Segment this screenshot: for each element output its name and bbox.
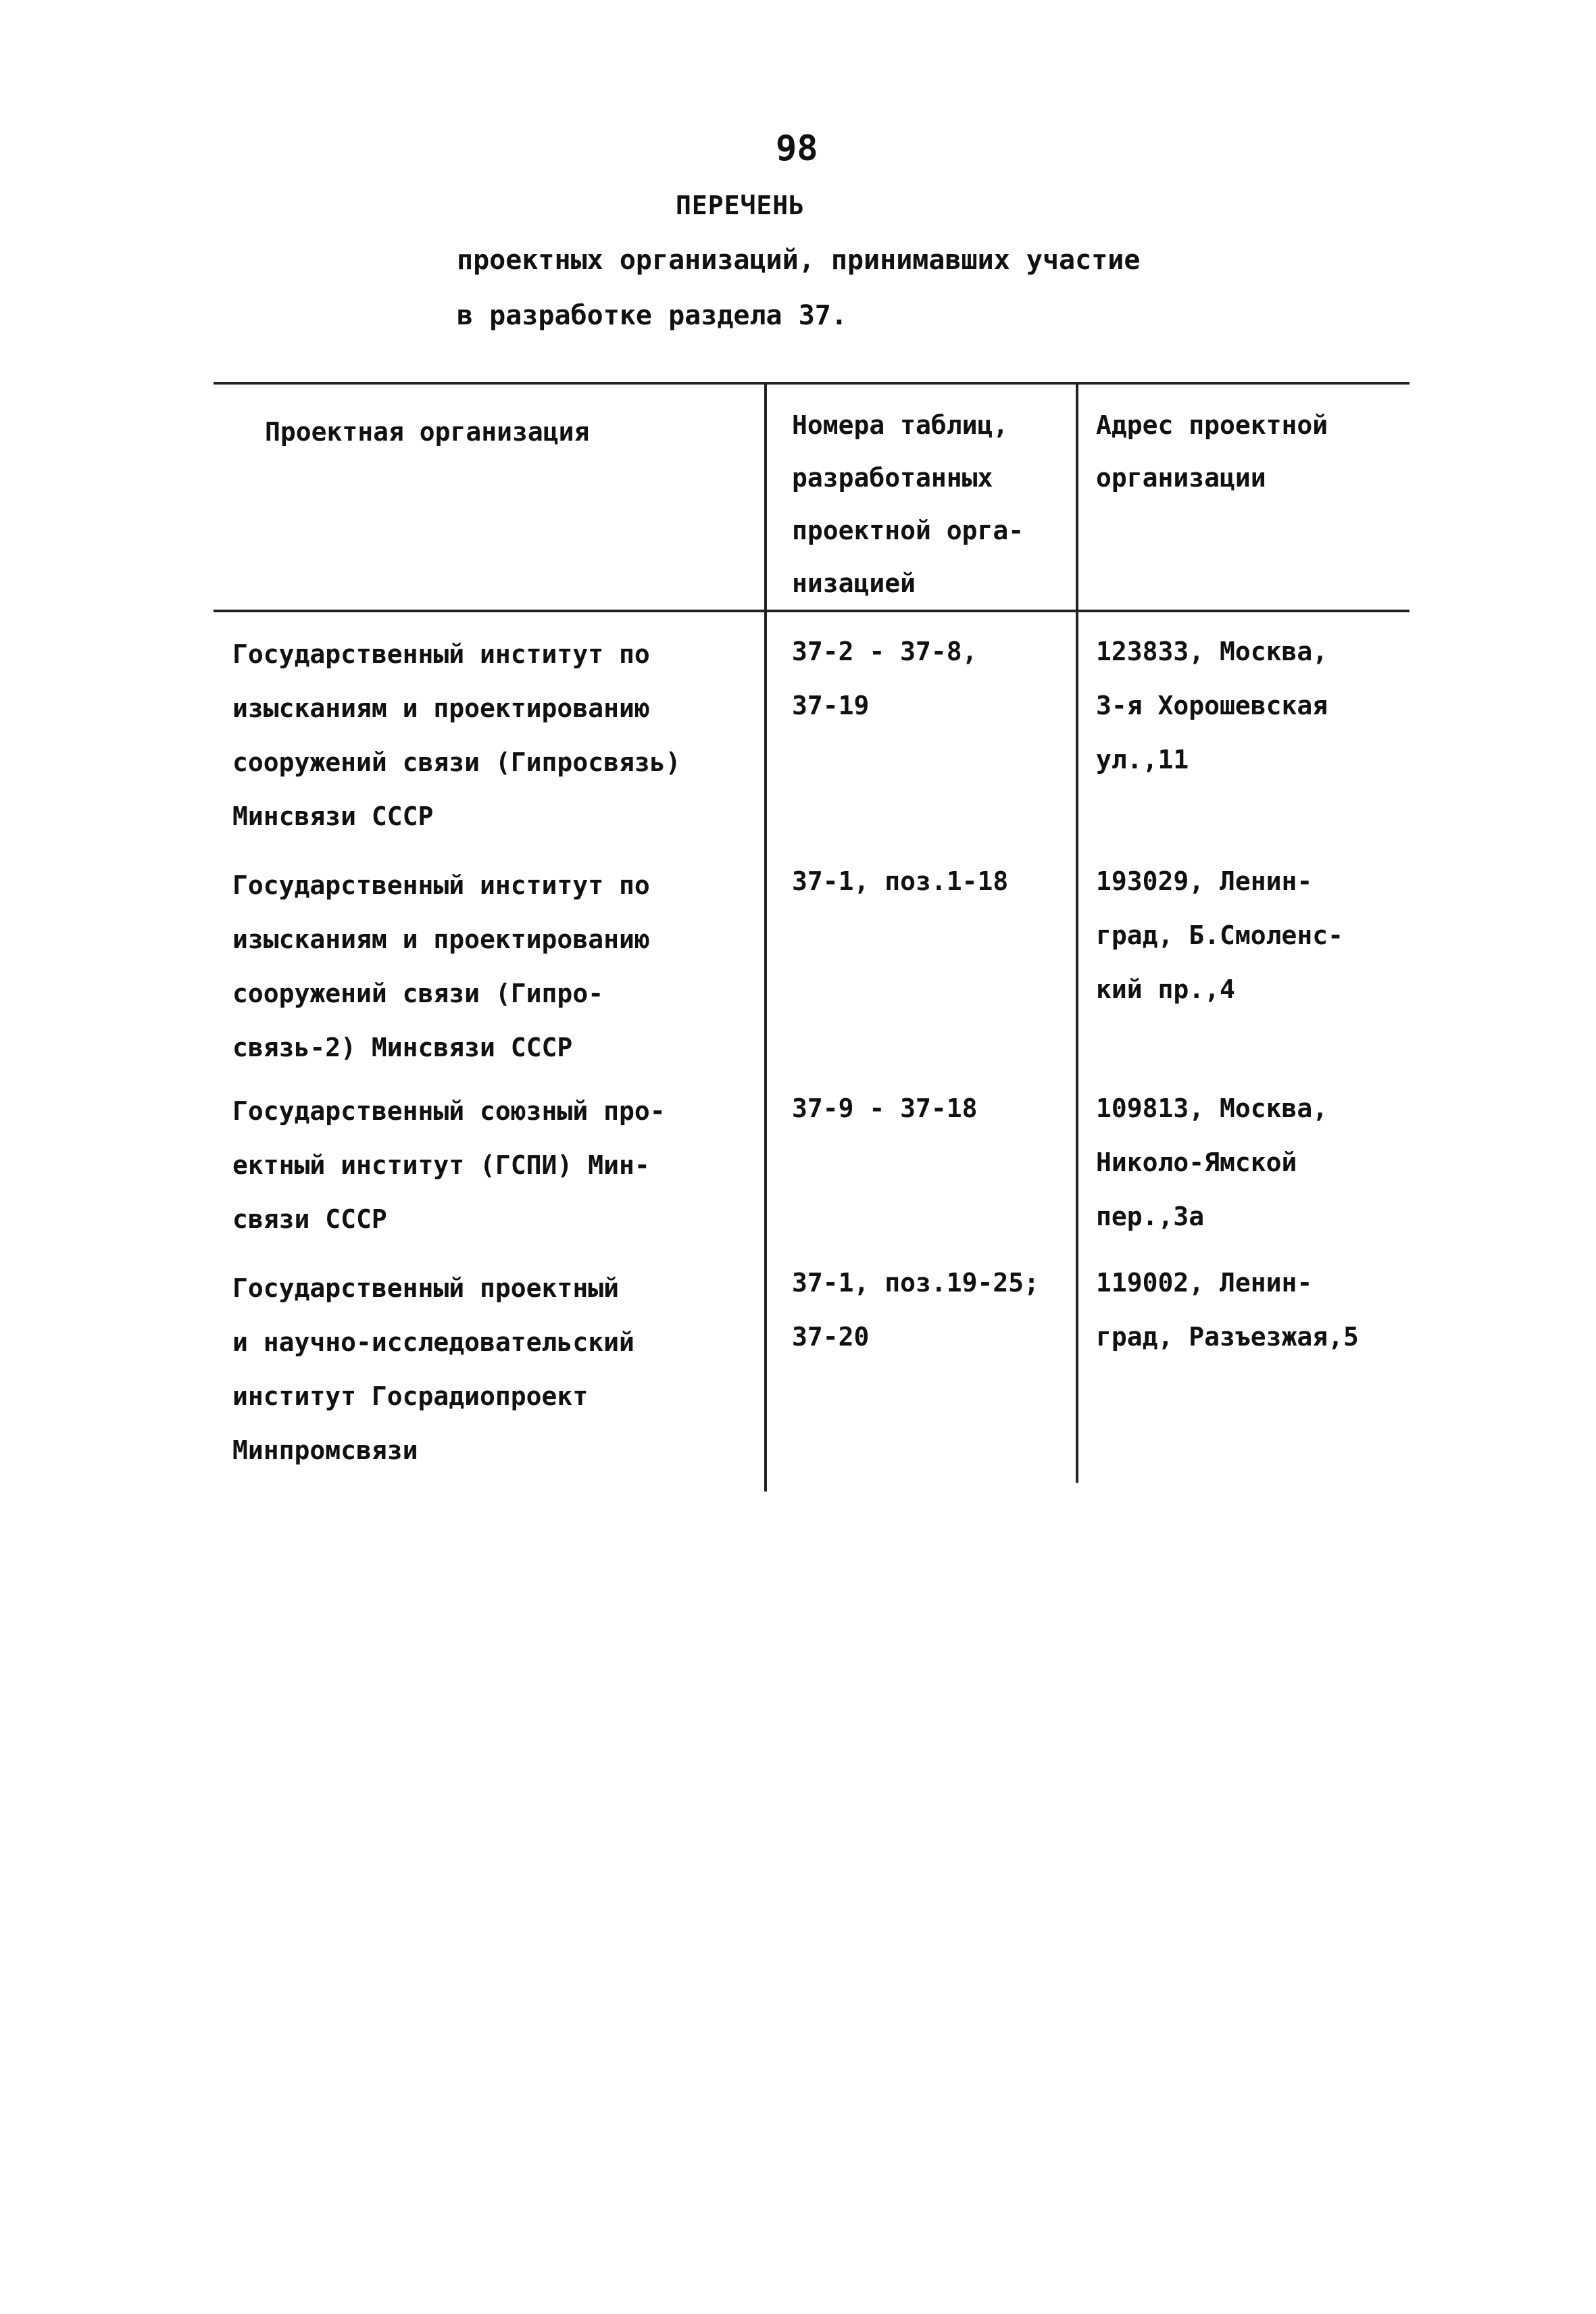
header-address: Адрес проектной организации: [1096, 410, 1328, 493]
column-divider-2: [1076, 383, 1078, 1483]
table-row-4-tables: 37-1, поз.19-25; 37-20: [792, 1268, 1040, 1352]
table-row-3-organization: Государственный союзный про- ектный институт (ГСПИ) Мин- связи СССР: [232, 1096, 666, 1234]
table-row-1-address: 123833, Москва, 3-я Хорошевская ул.,11: [1096, 637, 1328, 774]
subtitle-line-2: в разработке раздела 37.: [457, 300, 847, 331]
table-row-2-organization: Государственный институт по изысканиям и проектированию сооружений связи (Гипро- связь-2) Минсвязи СССР: [232, 870, 650, 1062]
header-table-numbers: Номера таблиц, разработанных проектной орга- низацией: [792, 410, 1024, 598]
table-row-4-organization: Государственный проектный и научно-исследовательский институт Госрадиопроект Минпромсвязи: [232, 1273, 634, 1465]
table-row-2-tables: 37-1, поз.1-18: [792, 866, 1009, 896]
page-number: 98: [776, 128, 818, 169]
table-row-3-tables: 37-9 - 37-18: [792, 1093, 978, 1123]
subtitle-line-1: проектных организаций, принимавших участие: [457, 245, 1141, 276]
document-title: ПЕРЕЧЕНЬ: [676, 191, 805, 220]
column-divider-1: [764, 383, 767, 1492]
table-row-4-address: 119002, Ленин- град, Разъезжая,5: [1096, 1268, 1359, 1352]
table-row-1-organization: Государственный институт по изысканиям и проектированию сооружений связи (Гипросвязь) Минсвязи СССР: [232, 639, 681, 831]
table-header-bottom-rule: [214, 610, 1410, 612]
table-top-rule: [214, 382, 1410, 385]
table-row-3-address: 109813, Москва, Николо-Ямской пер.,3а: [1096, 1093, 1328, 1231]
header-organization: Проектная организация: [265, 417, 590, 447]
table-row-2-address: 193029, Ленин- град, Б.Смоленс- кий пр.,4: [1096, 866, 1344, 1004]
table-row-1-tables: 37-2 - 37-8, 37-19: [792, 637, 978, 720]
